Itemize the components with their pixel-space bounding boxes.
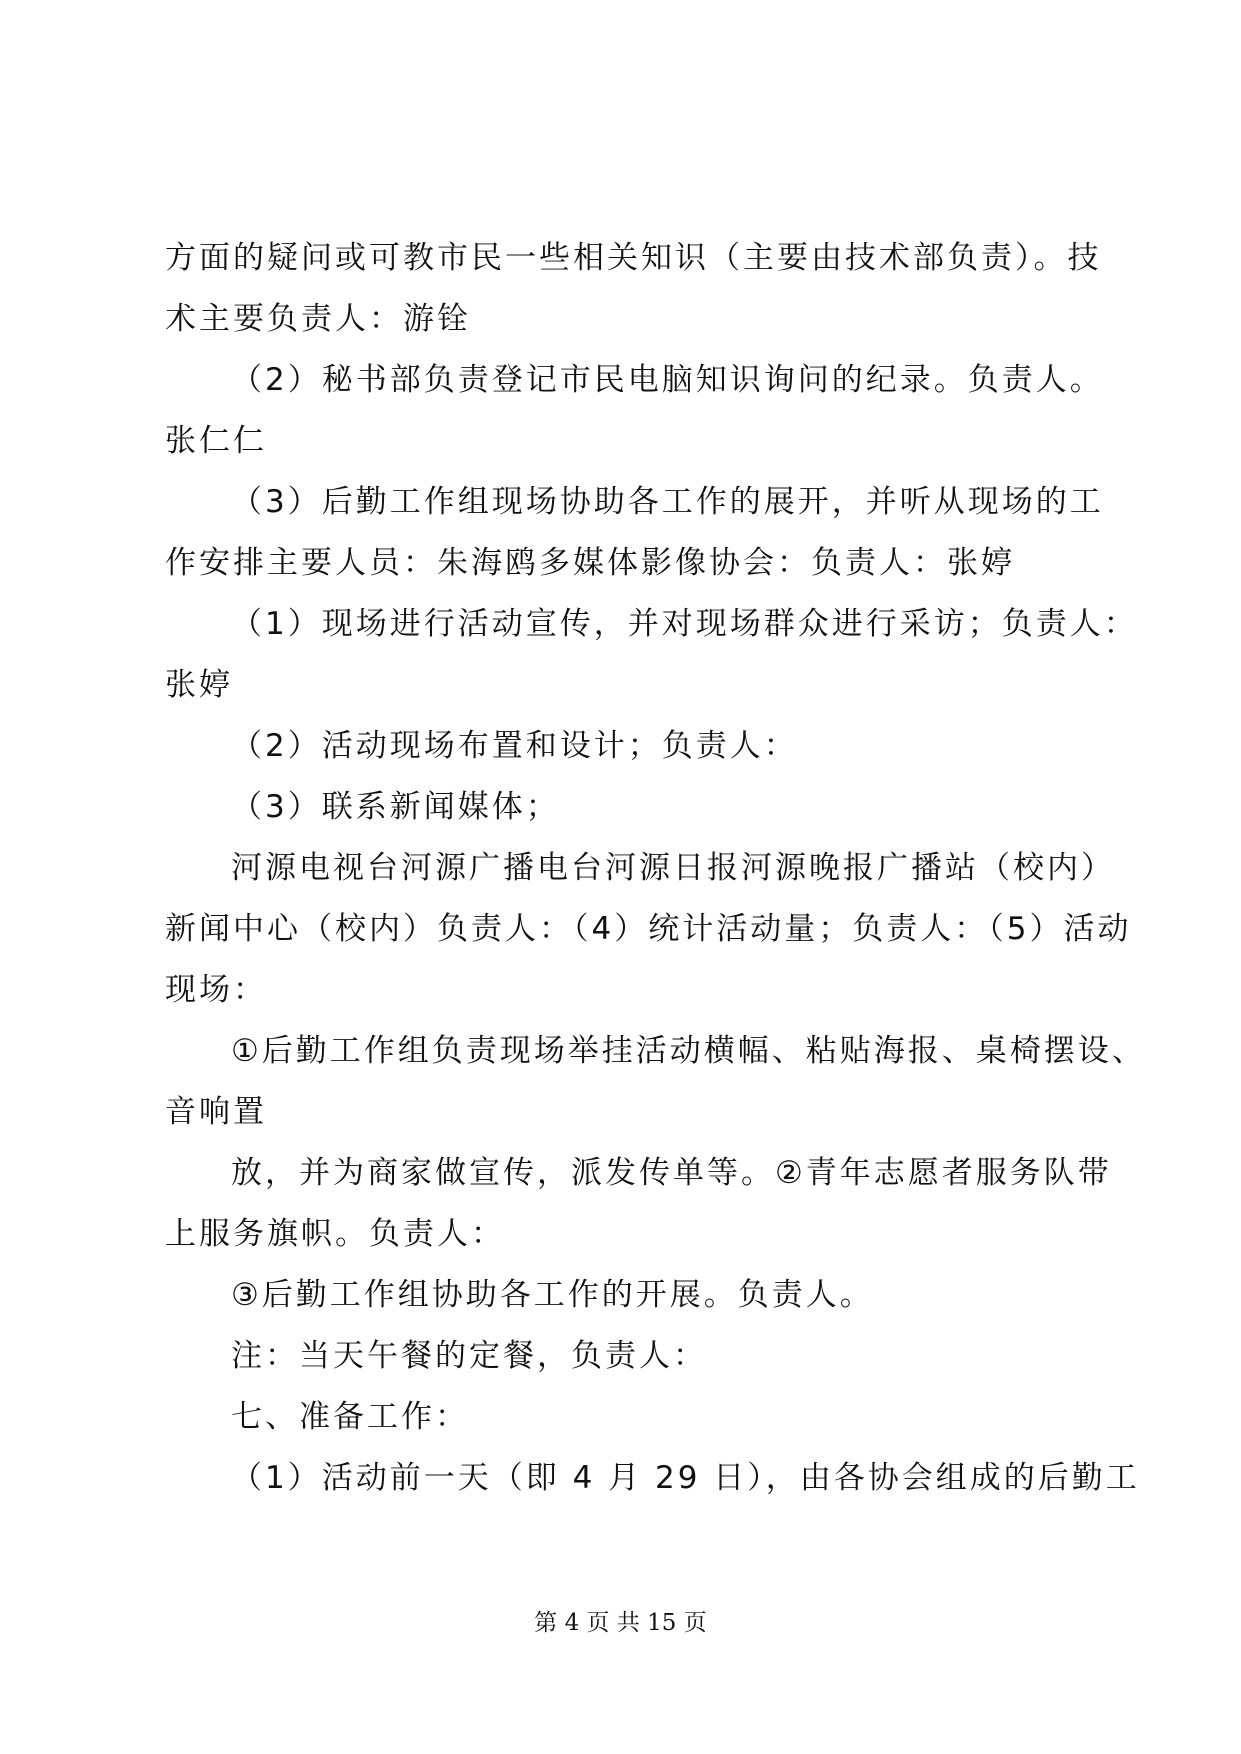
text-line: （2）活动现场布置和设计；负责人： xyxy=(231,728,798,764)
document-body xyxy=(165,228,1146,1509)
text-line: 张婷 xyxy=(165,667,233,703)
text-line: （3）联系新闻媒体； xyxy=(231,789,560,825)
text-line: （1）活动前一天（即 4 月 29 日），由各协会组成的后勤工 xyxy=(231,1460,1140,1496)
text-line: 现场： xyxy=(165,972,267,1008)
text-line: 河源电视台河源广播电台河源日报河源晚报广播站（校内） xyxy=(231,850,1115,886)
text-line: 音响置 xyxy=(165,1094,267,1130)
text-line: 注：当天午餐的定餐，负责人： xyxy=(231,1338,707,1374)
text-line: （3）后勤工作组现场协助各工作的展开，并听从现场的工 xyxy=(231,484,1104,520)
text-line: 张仁仁 xyxy=(165,423,267,459)
text-line: 方面的疑问或可教市民一些相关知识（主要由技术部负责）。技 xyxy=(165,240,1102,276)
text-line: （2）秘书部负责登记市民电脑知识询问的纪录。负责人。 xyxy=(231,362,1104,398)
text-line: 新闻中心（校内）负责人：（4）统计活动量；负责人：（5）活动 xyxy=(165,911,1132,947)
page-number-footer: 第 4 页 共 15 页 xyxy=(534,1610,707,1636)
text-line: 作安排主要人员：朱海鸥多媒体影像协会：负责人：张婷 xyxy=(165,545,1015,581)
text-line: ①后勤工作组负责现场举挂活动横幅、粘贴海报、桌椅摆设、 xyxy=(231,1033,1146,1069)
text-line: 七、准备工作： xyxy=(231,1399,469,1435)
text-line: 术主要负责人：游铨 xyxy=(165,301,471,337)
text-line: 上服务旗帜。负责人： xyxy=(165,1216,505,1252)
text-line: （1）现场进行活动宣传，并对现场群众进行采访；负责人： xyxy=(231,606,1138,642)
text-line: 放，并为商家做宣传，派发传单等。②青年志愿者服务队带 xyxy=(231,1155,1112,1191)
text-line: ③后勤工作组协助各工作的开展。负责人。 xyxy=(231,1277,874,1313)
